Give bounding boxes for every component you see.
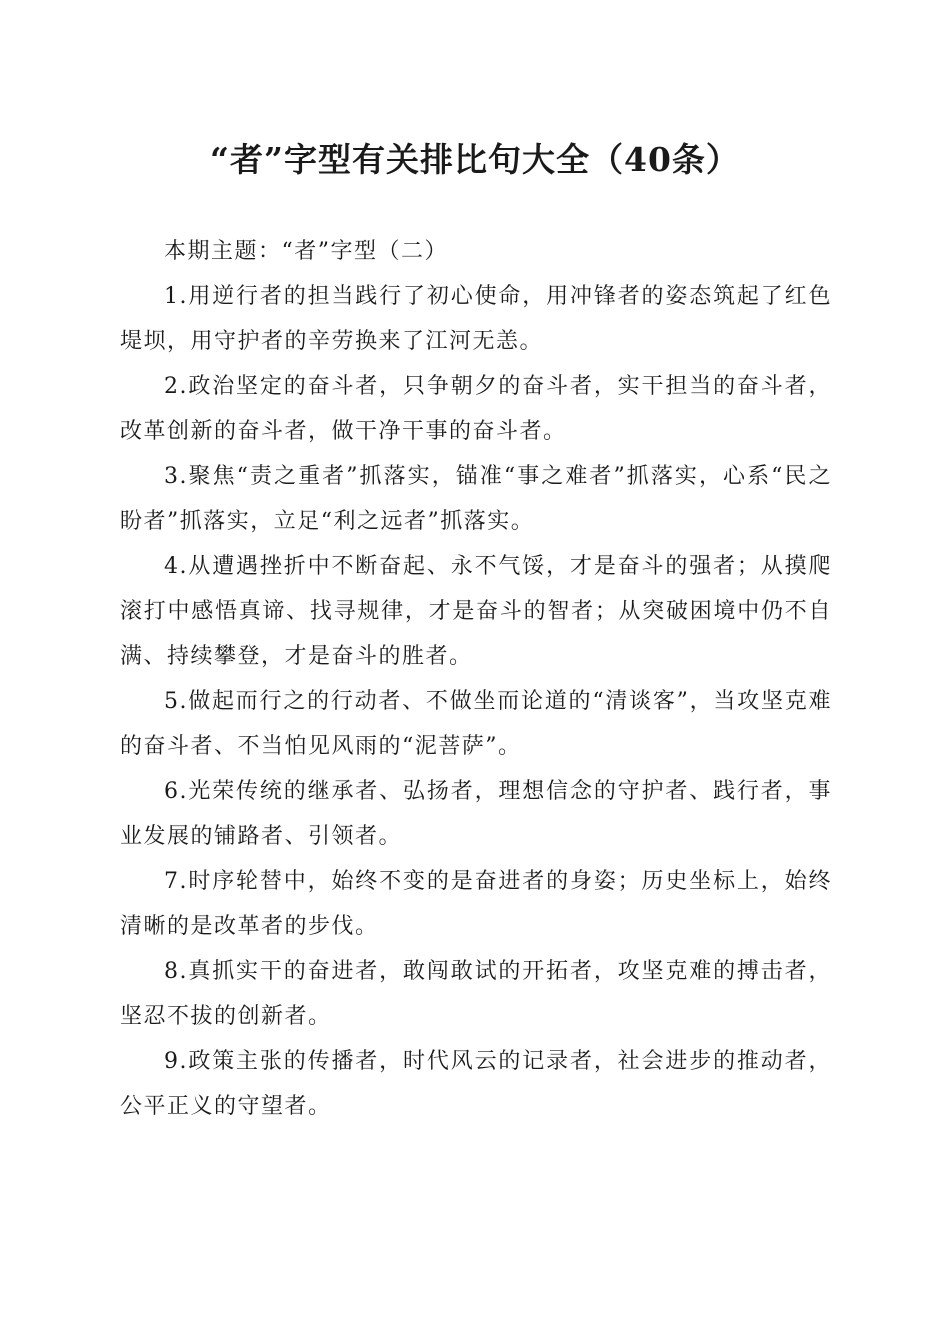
theme-line: 本期主题：“者”字型（二） (164, 239, 448, 264)
list-item: 5.做起而行之的行动者、不做坐而论道的“清谈客”，当攻坚克难的奋斗者、不当怕见风雨的“泥菩萨”。 (120, 689, 832, 759)
list-item: 7.时序轮替中，始终不变的是奋进者的身姿；历史坐标上，始终清晰的是改革者的步伐。 (120, 869, 832, 939)
list-item: 1.用逆行者的担当践行了初心使命，用冲锋者的姿态筑起了红色堤坝，用守护者的辛劳换来了江河无恙。 (120, 284, 832, 354)
list-item: 6.光荣传统的继承者、弘扬者，理想信念的守护者、践行者，事业发展的铺路者、引领者。 (120, 779, 832, 849)
list-item: 8.真抓实干的奋进者，敢闯敢试的开拓者，攻坚克难的搏击者，坚忍不拔的创新者。 (120, 959, 832, 1029)
document-body (120, 229, 832, 1129)
list-item: 9.政策主张的传播者，时代风云的记录者，社会进步的推动者，公平正义的守望者。 (120, 1049, 832, 1119)
list-item: 2.政治坚定的奋斗者，只争朝夕的奋斗者，实干担当的奋斗者，改革创新的奋斗者，做干净干事的奋斗者。 (120, 374, 832, 444)
list-item: 3.聚焦“责之重者”抓落实，锚准“事之难者”抓落实，心系“民之盼者”抓落实，立足“利之远者”抓落实。 (120, 464, 832, 534)
list-item: 4.从遭遇挫折中不断奋起、永不气馁，才是奋斗的强者；从摸爬滚打中感悟真谛、找寻规律，才是奋斗的智者；从突破困境中仍不自满、持续攀登，才是奋斗的胜者。 (120, 554, 832, 669)
page-title: “者”字型有关排比句大全（40条） (210, 140, 740, 179)
